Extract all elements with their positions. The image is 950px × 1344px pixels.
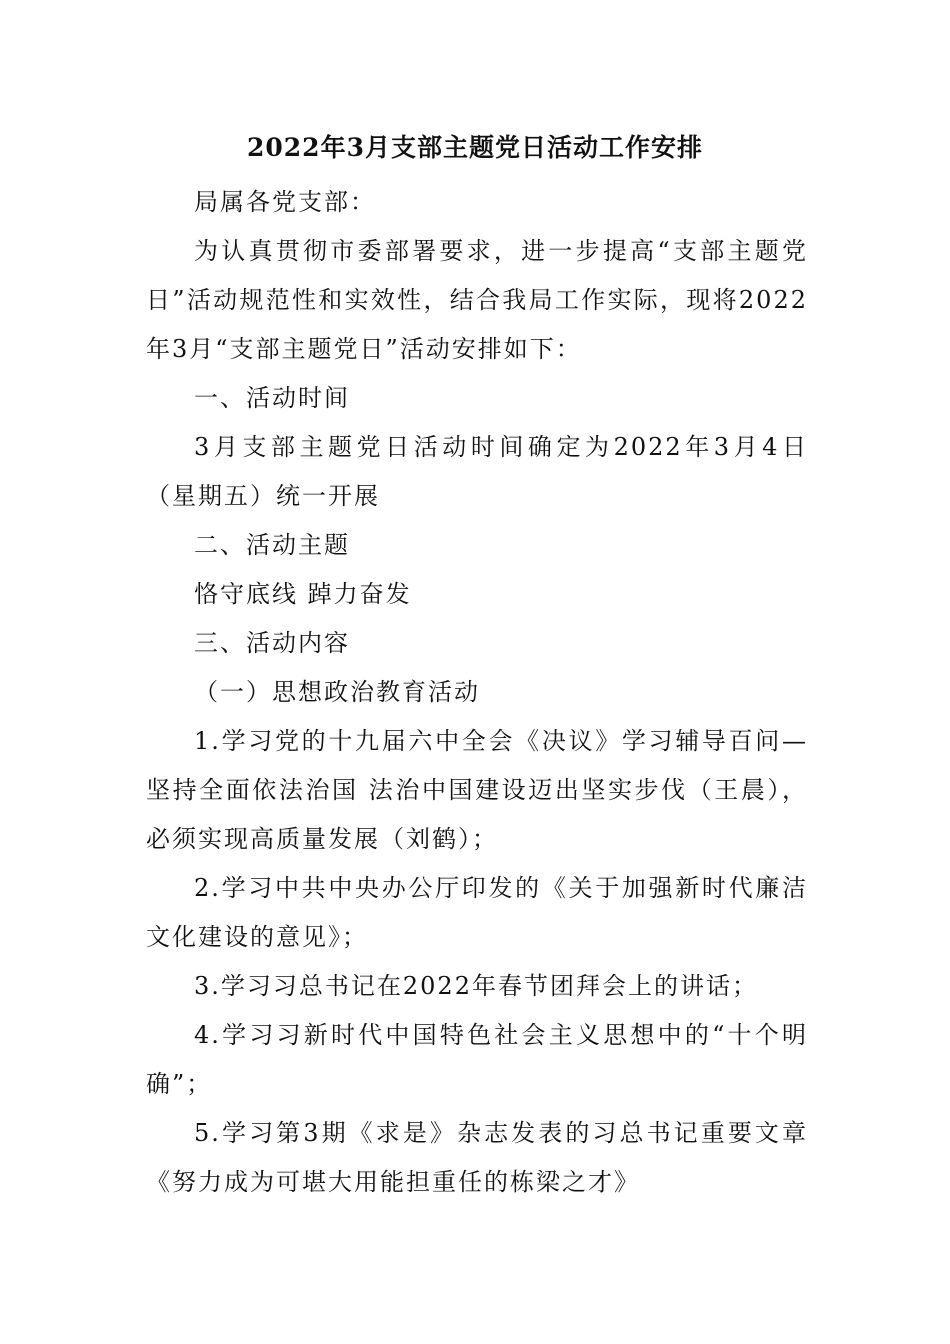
activity-time-paragraph: 3月支部主题党日活动时间确定为2022年3月4日（星期五）统一开展 xyxy=(146,433,808,510)
section-heading-theme: 二、活动主题 xyxy=(194,531,350,559)
list-item-3: 3.学习习总书记在2022年春节团拜会上的讲话； xyxy=(194,972,758,1000)
list-item-1: 1.学习党的十九届六中全会《决议》学习辅导百问—坚持全面依法治国 法治中国建设迈出坚实步伐（王晨），必须实现高质量发展（刘鹤）； xyxy=(146,727,808,853)
salutation: 局属各党支部： xyxy=(194,188,376,216)
intro-paragraph: 为认真贯彻市委部署要求，进一步提高“支部主题党日”活动规范性和实效性，结合我局工作实际，现将2022年3月“支部主题党日”活动安排如下： xyxy=(146,237,808,363)
section-heading-time: 一、活动时间 xyxy=(194,384,350,412)
list-item-5: 5.学习第3期《求是》杂志发表的习总书记重要文章《努力成为可堪大用能担重任的栋梁之才》 xyxy=(146,1119,808,1196)
document-title: 2022年3月支部主题党日活动工作安排 xyxy=(247,133,703,162)
section-heading-content: 三、活动内容 xyxy=(194,629,350,657)
activity-theme-paragraph: 恪守底线 踔力奋发 xyxy=(194,580,412,608)
list-item-4: 4.学习习新时代中国特色社会主义思想中的“十个明确”； xyxy=(146,1021,808,1098)
subsection-heading-education: （一）思想政治教育活动 xyxy=(194,678,480,706)
list-item-2: 2.学习中共中央办公厅印发的《关于加强新时代廉洁文化建设的意见》； xyxy=(146,874,808,951)
document-body xyxy=(146,178,808,1207)
